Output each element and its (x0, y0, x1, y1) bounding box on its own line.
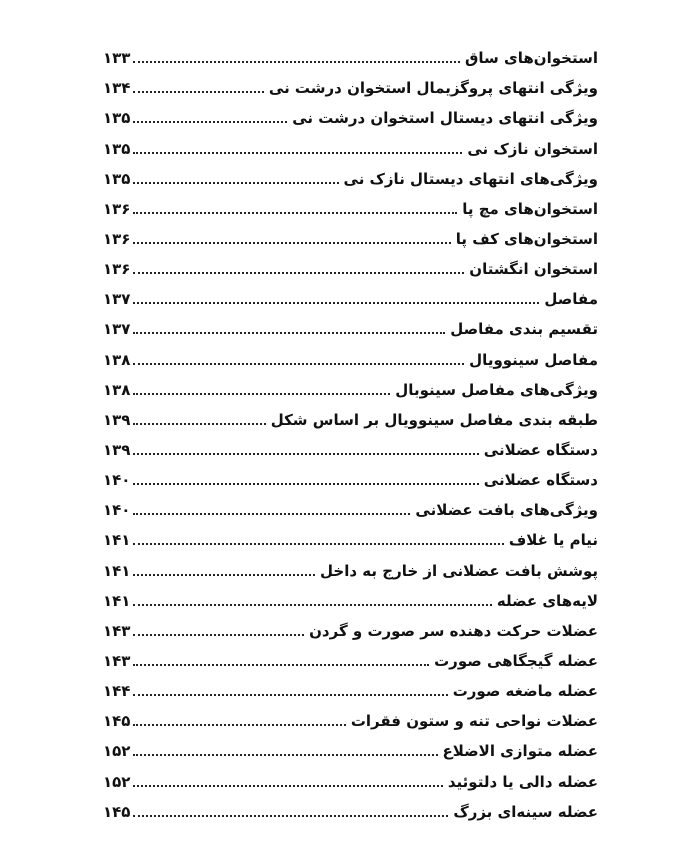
toc-entry[interactable] (103, 790, 598, 820)
dotted-leader (133, 543, 504, 545)
toc-entry-page-number: ۱۴۱ (103, 531, 131, 550)
dotted-leader (133, 242, 451, 244)
toc-entry-page-number: ۱۳۹ (103, 440, 131, 459)
toc-entry-title: عضله دالی یا دلتوئید (447, 772, 598, 791)
toc-entry-page-number: ۱۳۸ (103, 350, 131, 369)
dotted-leader (133, 785, 443, 787)
dotted-leader (133, 604, 492, 606)
toc-entry[interactable] (103, 247, 598, 277)
dotted-leader (133, 724, 346, 726)
toc-entry-page-number: ۱۴۰ (103, 471, 131, 490)
toc-entry[interactable] (103, 307, 598, 337)
dotted-leader (133, 91, 264, 93)
toc-entry-page-number: ۱۴۵ (103, 712, 131, 731)
toc-entry-title: دستگاه عضلانی (483, 440, 598, 459)
toc-entry-page-number: ۱۳۵ (103, 109, 131, 128)
toc-entry[interactable] (103, 66, 598, 96)
toc-entry-title: عضله ماضغه صورت (452, 682, 598, 701)
toc-entry-page-number: ۱۴۳ (103, 621, 131, 640)
toc-entry[interactable] (103, 518, 598, 548)
toc-entry-page-number: ۱۳۵ (103, 139, 131, 158)
toc-entry-title: استخوان‌های کف پا (455, 229, 598, 248)
toc-entry[interactable] (103, 609, 598, 639)
dotted-leader (133, 332, 445, 334)
dotted-leader (133, 121, 287, 123)
dotted-leader (133, 302, 539, 304)
toc-entry-title: عضله گیجگاهی صورت (434, 651, 598, 670)
toc-entry[interactable] (103, 187, 598, 217)
toc-entry-page-number: ۱۳۴ (103, 79, 131, 98)
toc-entry-page-number: ۱۳۹ (103, 410, 131, 429)
toc-entry-title: مفاصل سینوویال (469, 350, 598, 369)
toc-entry-title: لایه‌های عضله (496, 591, 598, 610)
toc-entry-page-number: ۱۴۱ (103, 591, 131, 610)
toc-entry-title: عضلات نواحی تنه و ستون فقرات (350, 712, 598, 731)
toc-entry-title: استخوان انگشتان (469, 260, 598, 279)
toc-entry-page-number: ۱۳۶ (103, 229, 131, 248)
toc-entry[interactable] (103, 699, 598, 729)
toc-entry-title: مفاصل (544, 290, 598, 309)
toc-entry-title: ویژگی انتهای پروگزیمال استخوان درشت نی (268, 79, 598, 98)
toc-entry[interactable] (103, 579, 598, 609)
toc-entry-title: پوشش بافت عضلانی از خارج به داخل (320, 561, 598, 580)
toc-entry[interactable] (103, 669, 598, 699)
toc-entry[interactable] (103, 428, 598, 458)
toc-entry[interactable] (103, 639, 598, 669)
toc-entry-title: عضله متوازی الاضلاع (442, 742, 598, 761)
toc-entry-title: طبقه بندی مفاصل سینوویال بر اساس شکل (270, 410, 598, 429)
toc-entry[interactable] (103, 36, 598, 66)
toc-entry[interactable] (103, 277, 598, 307)
dotted-leader (133, 453, 479, 455)
toc-entry-title: دستگاه عضلانی (483, 471, 598, 490)
toc-entry-title: ویژگی انتهای دیستال استخوان درشت نی (292, 109, 598, 128)
toc-entry-title: عضلات حرکت دهنده سر صورت و گردن (309, 621, 598, 640)
dotted-leader (133, 664, 429, 666)
toc-entry-title: ویژگی‌های انتهای دیستال نازک نی (343, 169, 598, 188)
toc-entry-page-number: ۱۳۸ (103, 380, 131, 399)
dotted-leader (133, 423, 266, 425)
dotted-leader (133, 182, 339, 184)
toc-entry[interactable] (103, 337, 598, 367)
toc-entry-page-number: ۱۳۷ (103, 320, 131, 339)
toc-entry-title: تقسیم بندی مفاصل (450, 320, 598, 339)
toc-entry-page-number: ۱۴۳ (103, 651, 131, 670)
toc-entry[interactable] (103, 398, 598, 428)
toc-entry-title: استخوان‌های مچ پا (462, 199, 598, 218)
dotted-leader (133, 513, 410, 515)
toc-entry-title: استخوان‌های ساق (465, 49, 598, 68)
toc-entry[interactable] (103, 368, 598, 398)
toc-entry-page-number: ۱۳۵ (103, 169, 131, 188)
dotted-leader (133, 634, 304, 636)
toc-entry[interactable] (103, 488, 598, 518)
dotted-leader (133, 694, 448, 696)
toc-entry[interactable] (103, 96, 598, 126)
dotted-leader (133, 393, 390, 395)
dotted-leader (133, 152, 462, 154)
toc-entry[interactable] (103, 548, 598, 578)
toc-entry-page-number: ۱۴۰ (103, 501, 131, 520)
toc-entry[interactable] (103, 729, 598, 759)
toc-entry-page-number: ۱۵۲ (103, 742, 131, 761)
toc-entry[interactable] (103, 759, 598, 789)
dotted-leader (133, 483, 479, 485)
toc-entry-page-number: ۱۳۶ (103, 199, 131, 218)
toc-entry-title: عضله سینه‌ای بزرگ (453, 802, 598, 821)
dotted-leader (133, 363, 464, 365)
toc-entry[interactable] (103, 126, 598, 156)
table-of-contents (103, 36, 598, 820)
dotted-leader (133, 754, 438, 756)
toc-entry-title: استخوان نازک نی (467, 139, 598, 158)
toc-entry-page-number: ۱۴۱ (103, 561, 131, 580)
toc-entry[interactable] (103, 217, 598, 247)
dotted-leader (133, 815, 448, 817)
toc-entry[interactable] (103, 157, 598, 187)
dotted-leader (133, 212, 457, 214)
toc-entry-page-number: ۱۳۶ (103, 260, 131, 279)
dotted-leader (133, 272, 464, 274)
toc-entry-title: ویژگی‌های بافت عضلانی (415, 501, 598, 520)
toc-entry-page-number: ۱۴۴ (103, 682, 131, 701)
toc-entry-page-number: ۱۴۵ (103, 802, 131, 821)
dotted-leader (133, 574, 315, 576)
toc-entry-title: نیام یا غلاف (508, 531, 598, 550)
toc-entry-title: ویژگی‌های مفاصل سینوبال (395, 380, 598, 399)
toc-entry[interactable] (103, 458, 598, 488)
toc-entry-page-number: ۱۳۳ (103, 49, 131, 68)
toc-entry-page-number: ۱۵۲ (103, 772, 131, 791)
dotted-leader (133, 61, 460, 63)
toc-entry-page-number: ۱۳۷ (103, 290, 131, 309)
